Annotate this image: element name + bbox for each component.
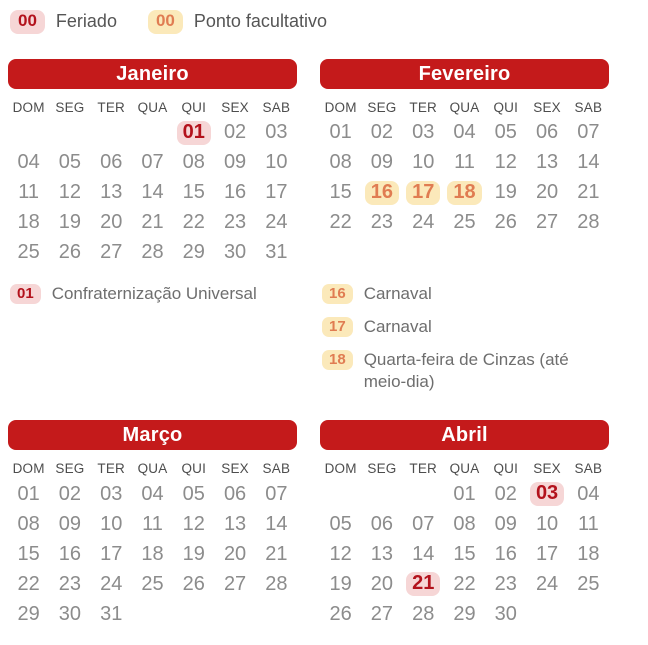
day-cell: 19 (494, 181, 517, 204)
day-cell: 25 (453, 211, 476, 234)
day-cell: 14 (412, 542, 435, 565)
day-cell: 08 (329, 151, 352, 174)
day-cell: 26 (494, 211, 517, 234)
day-cell: 02 (494, 482, 517, 505)
weekday-label: TER (409, 99, 437, 115)
month-marco (8, 420, 297, 629)
day-cell: 08 (17, 512, 40, 535)
weekday-label: QUI (493, 461, 519, 477)
feriado-badge: 00 (10, 10, 45, 34)
day-cell: 13 (100, 181, 123, 204)
day-cell (403, 569, 444, 599)
weekday-label: SEX (533, 461, 561, 477)
day-cell: 03 (412, 121, 435, 144)
day-cell: 16 (494, 542, 517, 565)
day-cell: 15 (17, 542, 40, 565)
day-cell: 18 (141, 542, 164, 565)
weekday-label: SEX (533, 99, 561, 115)
day-cell: 12 (182, 512, 205, 535)
day-cell: 13 (223, 512, 247, 535)
day-cell: 28 (265, 572, 288, 595)
weekday-label: QUI (181, 461, 207, 477)
weekday-label: SAB (574, 99, 603, 115)
day-cell: 19 (329, 572, 352, 595)
weekday-label: SAB (574, 461, 603, 477)
weekday-label: TER (409, 461, 437, 477)
day-cell (444, 178, 485, 208)
day-cell: 06 (535, 121, 559, 144)
holiday-note (322, 349, 609, 393)
legend-item-feriado (10, 10, 117, 34)
weekday-row (320, 461, 609, 476)
weekday-label: DOM (12, 99, 45, 115)
day-cell: 25 (577, 572, 600, 595)
feriado-day: 01 (177, 121, 211, 145)
weekday-row (8, 461, 297, 476)
day-cell: 23 (223, 211, 247, 234)
day-cell: 10 (265, 151, 288, 174)
day-cell: 21 (141, 211, 164, 234)
weekday-label: TER (97, 461, 125, 477)
day-cell: 16 (223, 181, 247, 204)
day-cell: 24 (412, 211, 435, 234)
day-cell: 25 (141, 572, 164, 595)
ponto-facultativo-day: 16 (365, 181, 399, 205)
day-cell: 22 (453, 572, 476, 595)
weekday-label: QUA (449, 99, 480, 115)
day-cell: 29 (182, 241, 205, 264)
weekday-label: QUA (137, 461, 168, 477)
weekday-label: DOM (324, 99, 357, 115)
ponto-facultativo-label: Ponto facultativo (193, 11, 327, 32)
day-cell: 29 (453, 602, 476, 625)
weekday-label: SEX (221, 99, 249, 115)
ponto-facultativo-day: 18 (447, 181, 481, 205)
day-cell: 23 (58, 572, 82, 595)
holiday-note (322, 283, 609, 305)
day-cell (403, 178, 444, 208)
day-cell: 01 (17, 482, 40, 505)
day-cell: 30 (58, 602, 82, 625)
empty-cell (320, 479, 361, 509)
day-cell: 08 (182, 151, 205, 174)
weekday-label: SEG (55, 99, 85, 115)
day-cell: 26 (329, 602, 352, 625)
day-cell: 07 (265, 482, 288, 505)
day-cell: 20 (223, 542, 247, 565)
day-cell: 23 (494, 572, 517, 595)
month-janeiro (8, 59, 297, 268)
day-cell: 24 (100, 572, 123, 595)
empty-cell (8, 118, 49, 148)
day-cell: 25 (17, 241, 40, 264)
day-cell: 04 (17, 151, 40, 174)
day-cell: 08 (453, 512, 476, 535)
days-grid (8, 118, 297, 268)
day-cell: 05 (58, 151, 82, 174)
day-cell: 12 (494, 151, 517, 174)
day-cell: 22 (182, 211, 205, 234)
day-cell: 27 (223, 572, 247, 595)
empty-cell (91, 118, 132, 148)
holiday-note-text: Confraternização Universal (51, 283, 257, 303)
day-cell: 02 (370, 121, 394, 144)
day-cell: 15 (453, 542, 476, 565)
day-cell: 10 (412, 151, 435, 174)
month-title: Abril (320, 420, 609, 450)
weekday-label: TER (97, 99, 125, 115)
day-cell: 03 (265, 121, 288, 144)
day-cell: 24 (535, 572, 559, 595)
days-grid (8, 479, 297, 629)
calendar-grid (8, 59, 648, 629)
day-cell: 28 (412, 602, 435, 625)
weekday-label: SEG (55, 461, 85, 477)
day-cell: 01 (453, 482, 476, 505)
weekday-label: SAB (262, 461, 291, 477)
notes-fevereiro (320, 268, 609, 420)
month-fevereiro (320, 59, 609, 268)
weekday-label: SEG (367, 461, 397, 477)
empty-cell (403, 479, 444, 509)
day-cell: 27 (535, 211, 559, 234)
holiday-note (322, 316, 609, 338)
day-cell: 18 (577, 542, 600, 565)
weekday-label: SAB (262, 99, 291, 115)
ponto-facultativo-day-badge: 17 (322, 317, 353, 337)
day-cell: 18 (17, 211, 40, 234)
weekday-label: DOM (12, 461, 45, 477)
day-cell: 21 (265, 542, 288, 565)
notes-janeiro (8, 268, 297, 420)
day-cell: 11 (454, 151, 475, 174)
day-cell: 28 (141, 241, 164, 264)
feriado-day-badge: 01 (10, 284, 41, 304)
day-cell: 20 (100, 211, 123, 234)
day-cell: 30 (223, 241, 247, 264)
day-cell: 26 (182, 572, 205, 595)
day-cell: 14 (577, 151, 600, 174)
day-cell: 11 (18, 181, 40, 204)
days-grid (320, 479, 609, 629)
weekday-label: DOM (324, 461, 357, 477)
day-cell: 19 (58, 211, 82, 234)
month-title: Fevereiro (320, 59, 609, 89)
weekday-label: QUA (449, 461, 480, 477)
month-title: Março (8, 420, 297, 450)
holiday-note-text: Quarta-feira de Cinzas (até meio-dia) (363, 349, 569, 391)
empty-cell (49, 118, 90, 148)
day-cell: 30 (494, 602, 517, 625)
day-cell: 24 (265, 211, 288, 234)
weekday-label: QUA (137, 99, 168, 115)
day-cell: 13 (535, 151, 559, 174)
day-cell: 09 (494, 512, 517, 535)
ponto-facultativo-day-badge: 16 (322, 284, 353, 304)
day-cell (173, 118, 214, 148)
day-cell (361, 178, 402, 208)
day-cell: 05 (329, 512, 352, 535)
day-cell: 10 (535, 512, 559, 535)
empty-cell (132, 118, 173, 148)
weekday-row (320, 100, 609, 115)
day-cell: 27 (370, 602, 394, 625)
day-cell: 15 (329, 181, 352, 204)
day-cell: 12 (58, 181, 82, 204)
weekday-label: SEX (221, 461, 249, 477)
day-cell: 06 (370, 512, 394, 535)
day-cell: 06 (223, 482, 247, 505)
day-cell: 12 (329, 542, 352, 565)
legend-item-ponto-facultativo (148, 10, 327, 34)
day-cell: 11 (142, 512, 163, 535)
day-cell: 04 (577, 482, 600, 505)
day-cell (526, 479, 567, 509)
day-cell: 09 (58, 512, 82, 535)
day-cell: 06 (100, 151, 123, 174)
day-cell: 07 (412, 512, 435, 535)
day-cell: 19 (182, 542, 205, 565)
weekday-label: QUI (181, 99, 207, 115)
day-cell: 16 (58, 542, 82, 565)
day-cell: 15 (182, 181, 205, 204)
legend-bar (10, 10, 648, 34)
month-title: Janeiro (8, 59, 297, 89)
day-cell: 09 (223, 151, 247, 174)
holiday-note (10, 283, 297, 305)
day-cell: 04 (141, 482, 164, 505)
day-cell: 20 (535, 181, 559, 204)
weekday-label: SEG (367, 99, 397, 115)
day-cell: 17 (100, 542, 123, 565)
day-cell: 17 (265, 181, 288, 204)
weekday-row (8, 100, 297, 115)
day-cell: 31 (265, 241, 288, 264)
ponto-facultativo-badge: 00 (148, 10, 183, 34)
day-cell: 27 (100, 241, 123, 264)
day-cell: 11 (577, 512, 599, 535)
day-cell: 10 (100, 512, 123, 535)
day-cell: 07 (141, 151, 164, 174)
day-cell: 22 (17, 572, 40, 595)
day-cell: 13 (370, 542, 394, 565)
day-cell: 03 (100, 482, 123, 505)
day-cell: 05 (182, 482, 205, 505)
day-cell: 23 (370, 211, 394, 234)
ponto-facultativo-day-badge: 18 (322, 350, 353, 370)
ponto-facultativo-day: 17 (406, 181, 440, 205)
day-cell: 14 (265, 512, 288, 535)
day-cell: 02 (223, 121, 247, 144)
empty-cell (361, 479, 402, 509)
month-abril (320, 420, 609, 629)
day-cell: 09 (370, 151, 394, 174)
day-cell: 02 (58, 482, 82, 505)
day-cell: 05 (494, 121, 517, 144)
days-grid (320, 118, 609, 238)
day-cell: 01 (329, 121, 352, 144)
day-cell: 07 (577, 121, 600, 144)
day-cell: 17 (535, 542, 559, 565)
day-cell: 14 (141, 181, 164, 204)
day-cell: 22 (329, 211, 352, 234)
weekday-label: QUI (493, 99, 519, 115)
feriado-day: 21 (406, 572, 440, 596)
day-cell: 29 (17, 602, 40, 625)
day-cell: 26 (58, 241, 82, 264)
day-cell: 21 (577, 181, 600, 204)
feriado-label: Feriado (55, 11, 117, 32)
day-cell: 28 (577, 211, 600, 234)
day-cell: 20 (370, 572, 394, 595)
holiday-note-text: Carnaval (363, 316, 432, 336)
day-cell: 31 (100, 602, 123, 625)
holiday-note-text: Carnaval (363, 283, 432, 303)
day-cell: 04 (453, 121, 476, 144)
feriado-day: 03 (530, 482, 564, 506)
